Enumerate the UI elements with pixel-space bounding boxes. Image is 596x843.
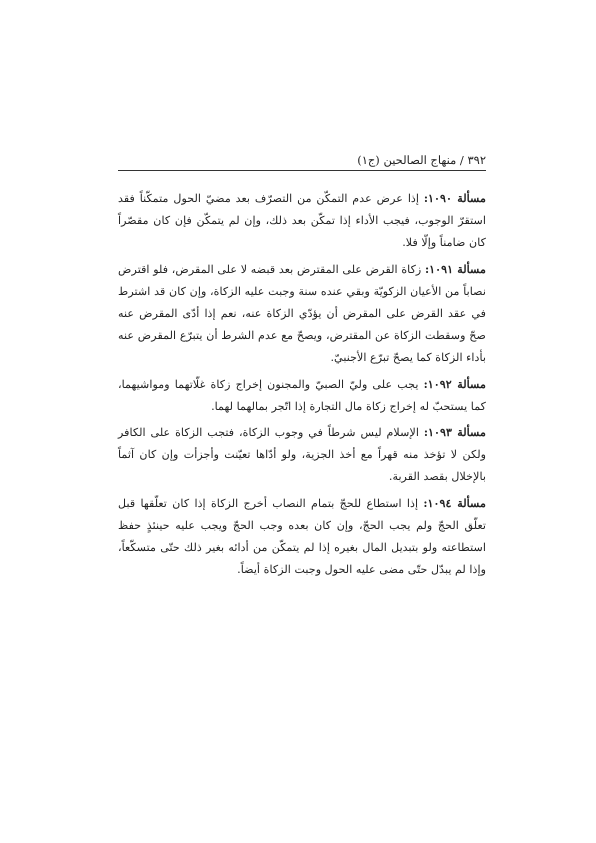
issue-label: مسألة ١٠٩٣: bbox=[423, 425, 486, 440]
issue-paragraph bbox=[118, 421, 486, 489]
running-header: ٣٩٢ / منهاج الصالحين (ج١) bbox=[118, 150, 486, 171]
issue-label: مسألة ١٠٩١: bbox=[425, 261, 486, 276]
issue-text: يجب على وليّ الصبيّ والمجنون إخراج زكاة غلّاتهما ومواشيهما، كما يستحبّ له إخراج زكاة مال التجارة إذا اتّجر بمالهما لهما. bbox=[118, 377, 486, 413]
issue-paragraph bbox=[118, 373, 486, 418]
issue-text: الإسلام ليس شرطاً في وجوب الزكاة، فتجب الزكاة على الكافر ولكن لا تؤخذ منه قهراً مع أخذ الجزية، ولو أدّاها تعيّنت وأجزأت وإن كان آثماً بالإخلال بقصد القربة. bbox=[118, 426, 487, 484]
body-text bbox=[118, 187, 486, 584]
issue-text: إذا استطاع للحجّ بتمام النصاب أخرج الزكاة إذا كان تعلّقها قبل تعلّق الحجّ ولم يجب الحجّ، وإن كان بعده وجب الحجّ ويجب عليه حينئذٍ حفظ استطاعته ولو بتبديل المال بغيره إذا لم يتمكّن من أدائه بغير ذلك حتّى متسكّعاً، وإذا لم يبدّل حتّى مضى عليه الحول وجبت الزكاة أيضاً. bbox=[118, 496, 486, 577]
issue-label: مسألة ١٠٩٠: bbox=[423, 191, 486, 205]
issue-paragraph bbox=[118, 258, 486, 370]
issue-paragraph bbox=[118, 187, 486, 255]
issue-label: مسألة ١٠٩٤: bbox=[423, 495, 486, 510]
issue-paragraph bbox=[118, 492, 486, 582]
issue-label: مسألة ١٠٩٢: bbox=[423, 376, 486, 391]
issue-text: إذا عرض عدم التمكّن من التصرّف بعد مضيّ الحول متمكّناً فقد استقرّ الوجوب، فيجب الأداء إذا تمكّن بعد ذلك، وإن لم يتمكّن فإن كان مقصّراً كان ضامناً وإلّا فلا. bbox=[118, 192, 486, 250]
issue-text: زكاة القرض على المقترض بعد قبضه لا على المقرض، فلو اقترض نصاباً من الأعيان الزكويّة وبقي عنده سنة وجبت عليه الزكاة، وإن كان قد اشترط في عقد القرض على المقرض أن يؤدّي الزكاة عنه، نعم إذا أدّى المقرض عنه صحّ وسقطت الزكاة عن المقترض، ويصحّ مع عدم الشرط أن يتبرّع المقرض عنه بأداء الزكاة كما يصحّ تبرّع الأجنبيّ. bbox=[118, 262, 486, 365]
